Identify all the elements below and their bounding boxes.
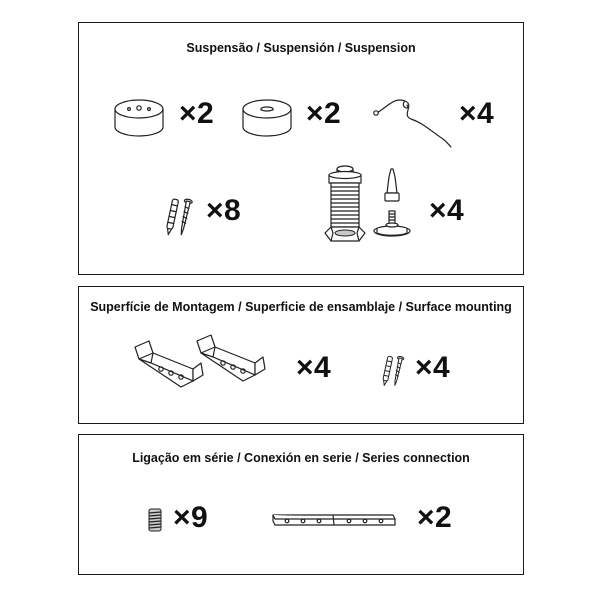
series-connection-panel xyxy=(78,434,524,575)
canopy-icon xyxy=(113,95,165,139)
grub-screw-qty: ×9 xyxy=(173,501,209,534)
series-connection-title: Ligação em série / Conexión en serie / Series connection xyxy=(132,451,470,465)
cable-icon xyxy=(371,95,455,151)
bracket-icon xyxy=(131,333,271,397)
surface-mounting-panel xyxy=(78,286,524,424)
surface-mounting-title: Superfície de Montagem / Superficie de ensamblaje / Surface mounting xyxy=(90,300,512,314)
suspension-title: Suspensão / Suspensión / Suspension xyxy=(186,41,416,55)
connector-plate-qty: ×2 xyxy=(417,501,453,534)
grub-screw-icon xyxy=(147,507,163,533)
screw-plug-qty: ×8 xyxy=(206,194,242,227)
screw-plug-icon xyxy=(377,353,409,389)
canopy-b-qty: ×2 xyxy=(306,97,342,130)
bracket-qty: ×4 xyxy=(296,351,332,384)
cable-gripper-icon xyxy=(319,163,419,255)
canopy-a-qty: ×2 xyxy=(179,97,215,130)
cable-qty: ×4 xyxy=(459,97,495,130)
canopy-icon xyxy=(241,95,293,139)
cable-gripper-qty: ×4 xyxy=(429,194,465,227)
suspension-panel xyxy=(78,22,524,275)
connector-plate-icon xyxy=(271,509,397,531)
surface-screw-qty: ×4 xyxy=(415,351,451,384)
screw-plug-icon xyxy=(163,195,195,239)
